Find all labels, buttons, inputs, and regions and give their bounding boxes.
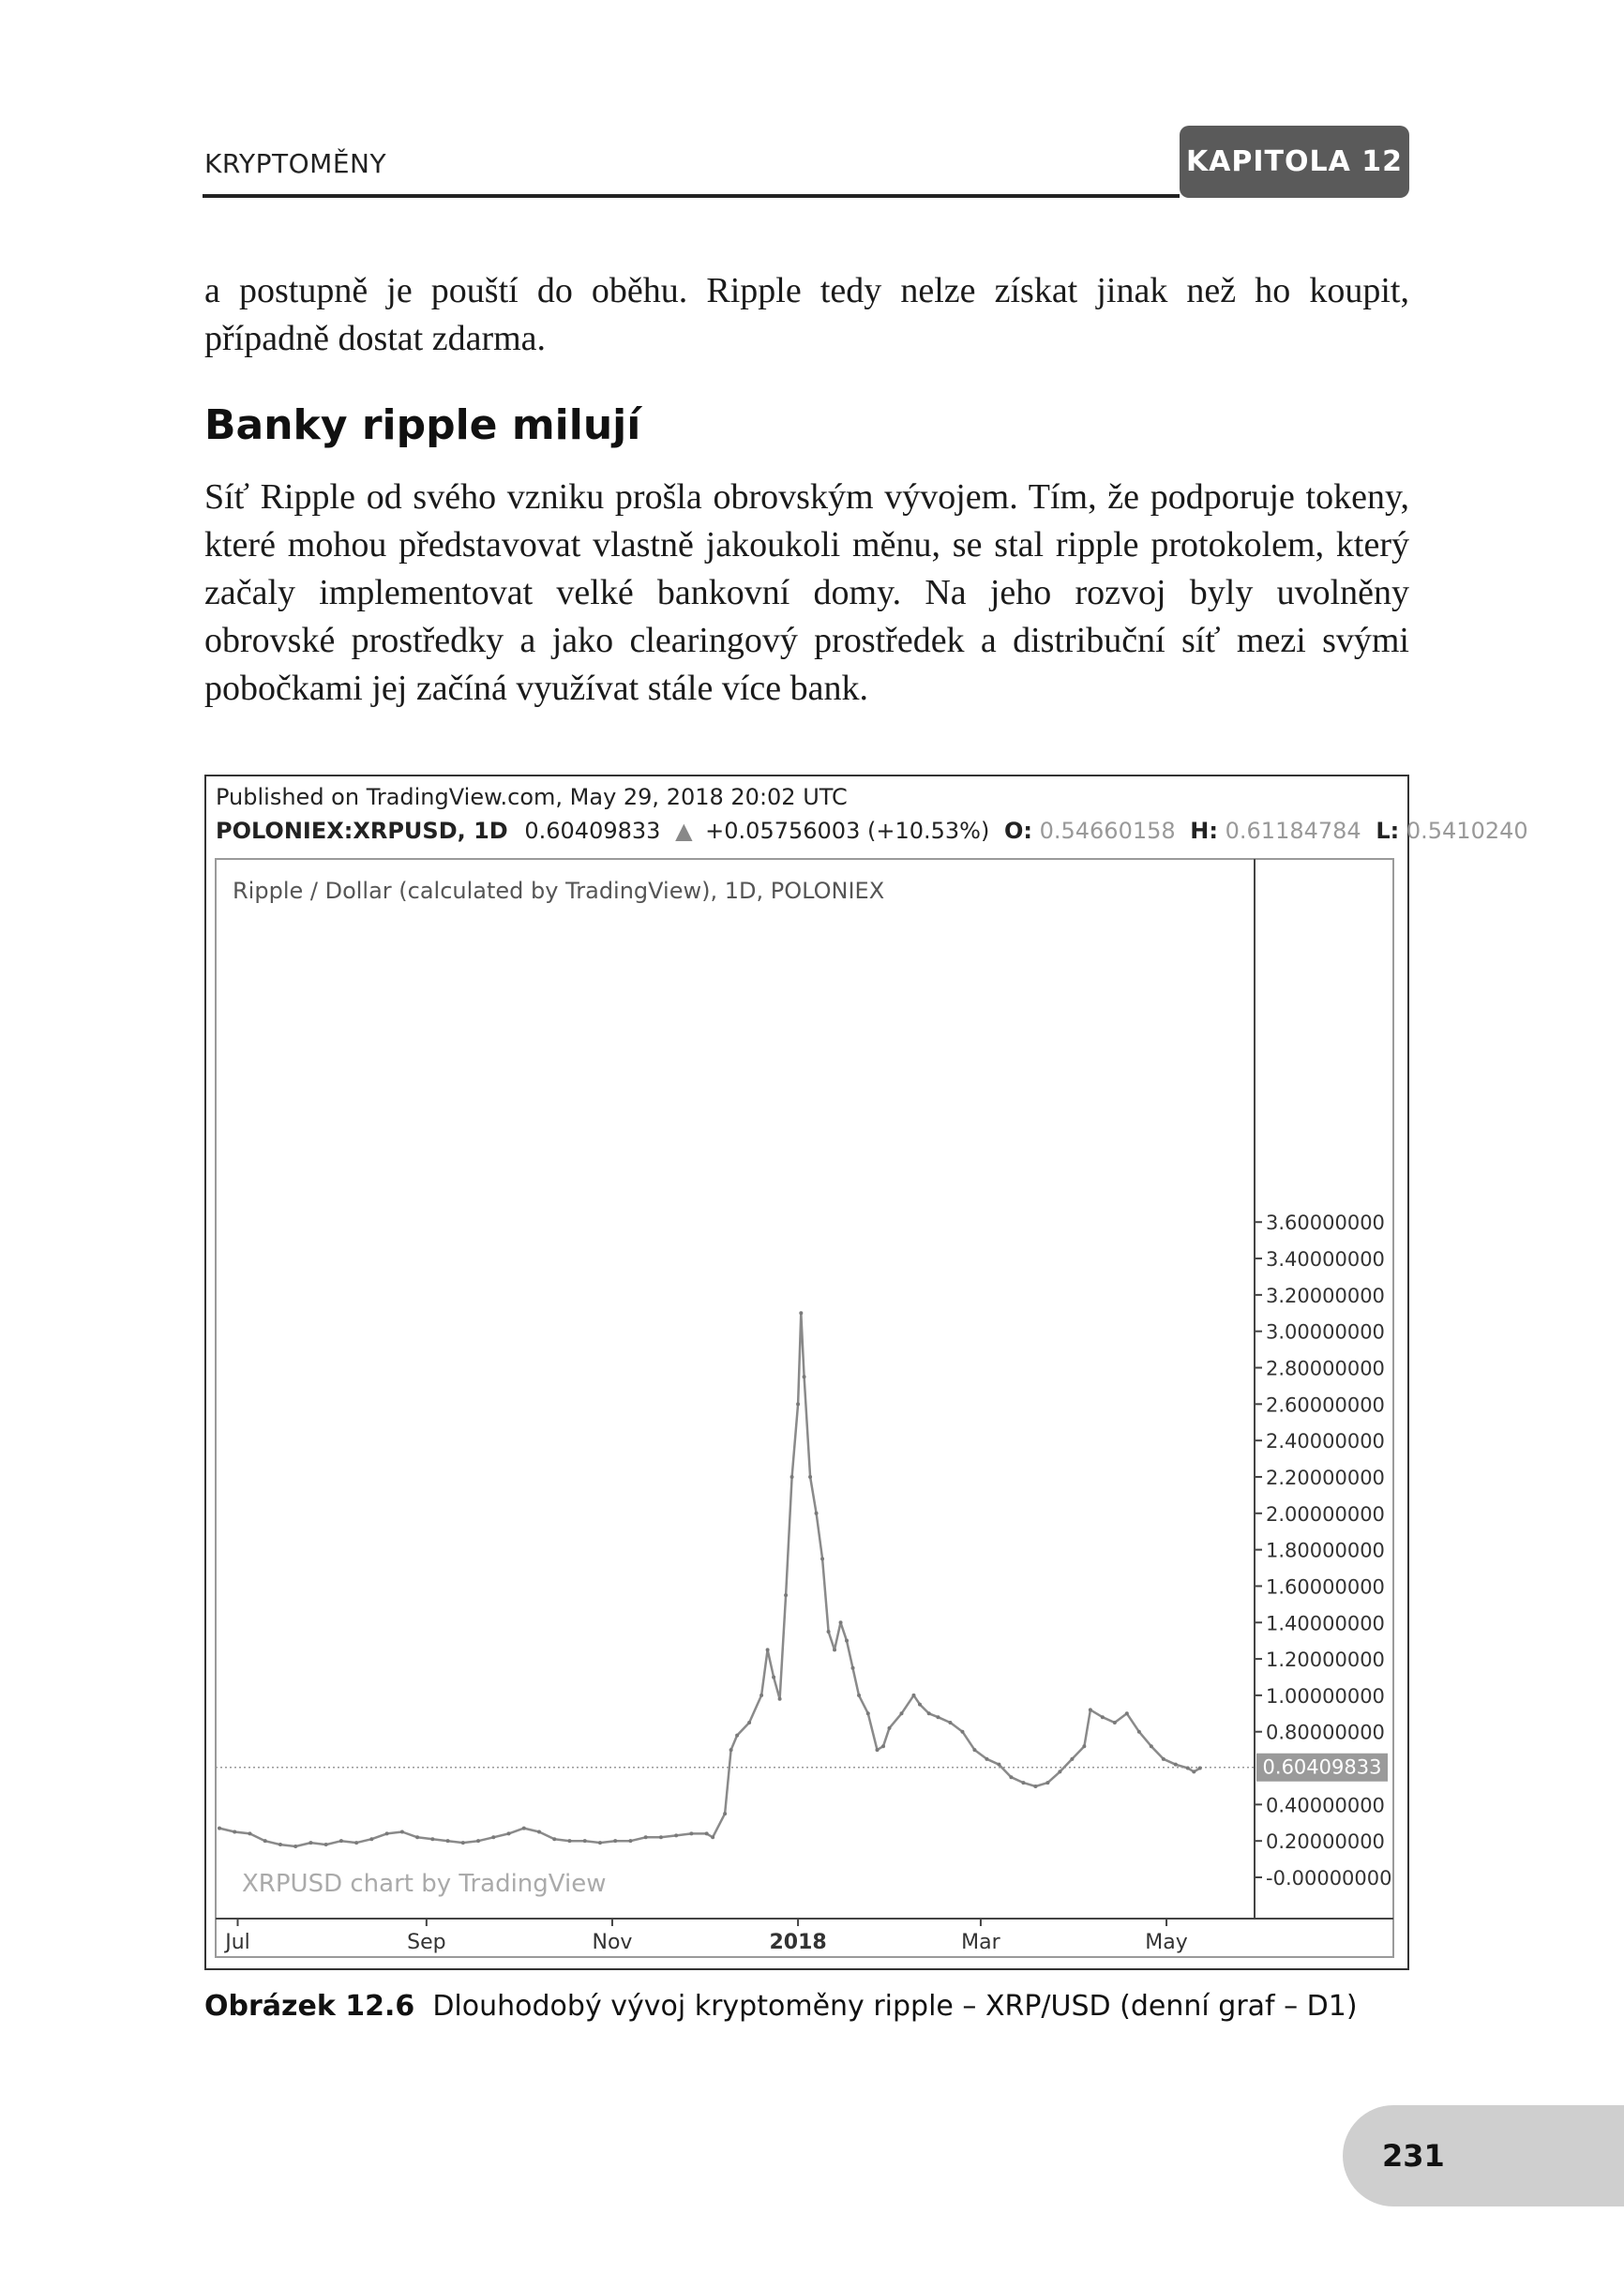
y-tick-label: 1.20000000: [1266, 1649, 1385, 1672]
price-point: [308, 1841, 312, 1845]
chart-frame: [216, 859, 1393, 1957]
price-point: [507, 1831, 511, 1835]
price-point: [851, 1666, 855, 1670]
y-tick-label: 2.80000000: [1266, 1357, 1385, 1380]
page-number: 231: [1343, 2105, 1624, 2206]
open-value: 0.54660158: [1039, 818, 1176, 844]
price-point: [415, 1835, 419, 1839]
price-point: [263, 1839, 267, 1843]
y-tick-label: 0.80000000: [1266, 1721, 1385, 1744]
price-point: [899, 1711, 903, 1715]
price-point: [729, 1748, 733, 1752]
price-point: [278, 1843, 282, 1846]
price-point: [918, 1703, 922, 1707]
price-point: [537, 1830, 541, 1833]
y-tick-label: 0.20000000: [1266, 1830, 1385, 1854]
price-point: [613, 1839, 617, 1843]
price-point: [815, 1512, 819, 1515]
price-point: [772, 1675, 775, 1679]
price-point: [1070, 1757, 1074, 1761]
price-point: [1058, 1770, 1061, 1773]
chapter-badge: KAPITOLA 12: [1180, 126, 1409, 198]
price-point: [790, 1475, 794, 1479]
price-point: [567, 1839, 571, 1843]
section-heading: Banky ripple milují: [204, 401, 641, 449]
header-rule: [203, 194, 1180, 198]
low-value: 0.5410240: [1406, 818, 1528, 844]
price-point: [705, 1831, 709, 1835]
symbol-name: POLONIEX:XRPUSD, 1D: [216, 818, 508, 844]
price-point: [1192, 1770, 1195, 1773]
price-point: [1082, 1744, 1086, 1748]
price-point: [1198, 1767, 1202, 1770]
figure-caption: [204, 1990, 1358, 2023]
price-point: [735, 1734, 739, 1738]
price-point: [218, 1827, 221, 1830]
price-point: [385, 1831, 389, 1835]
y-tick-label: 2.60000000: [1266, 1393, 1385, 1417]
price-point: [628, 1839, 632, 1843]
x-tick-label: Jul: [225, 1931, 250, 1954]
running-header-section: KRYPTOMĚNY: [204, 148, 387, 179]
y-tick-label: 1.80000000: [1266, 1539, 1385, 1562]
last-price: 0.60409833: [524, 818, 661, 844]
price-point: [1162, 1757, 1165, 1761]
figure-chart: [204, 775, 1528, 1970]
price-point: [778, 1697, 782, 1701]
price-point: [766, 1648, 770, 1651]
price-point: [446, 1839, 450, 1843]
open-label: O:: [1003, 818, 1032, 844]
price-point: [857, 1694, 861, 1697]
price-point: [839, 1620, 843, 1624]
price-point: [674, 1833, 678, 1837]
price-point: [248, 1831, 251, 1835]
y-tick-label: 1.00000000: [1266, 1684, 1385, 1708]
low-label: L:: [1376, 818, 1400, 844]
price-point: [552, 1837, 556, 1841]
price-point: [759, 1694, 763, 1697]
price-point: [803, 1375, 806, 1378]
price-point: [711, 1835, 714, 1839]
price-point: [820, 1557, 824, 1560]
high-label: H:: [1190, 818, 1218, 844]
x-tick-label: Sep: [407, 1931, 446, 1954]
price-point: [866, 1711, 870, 1715]
price-point: [960, 1730, 964, 1734]
price-point: [1021, 1781, 1025, 1785]
price-point: [461, 1841, 465, 1845]
price-point: [888, 1726, 892, 1730]
price-point: [1101, 1715, 1105, 1719]
published-line: Published on TradingView.com, May 29, 2018 20:02 UTC: [216, 784, 848, 810]
price-point: [1125, 1711, 1129, 1715]
high-value: 0.61184784: [1225, 818, 1361, 844]
y-tick-label: 3.60000000: [1266, 1212, 1385, 1235]
price-point: [972, 1748, 976, 1752]
y-tick-label: 0.40000000: [1266, 1794, 1385, 1817]
chart-watermark: XRPUSD chart by TradingView: [242, 1870, 607, 1898]
x-tick-label: 2018: [769, 1931, 827, 1954]
price-point: [339, 1839, 343, 1843]
price-point: [1045, 1781, 1049, 1785]
y-tick-label: 3.40000000: [1266, 1248, 1385, 1272]
price-point: [799, 1311, 803, 1315]
price-point: [948, 1721, 952, 1724]
price-point: [723, 1812, 727, 1815]
price-point: [233, 1830, 236, 1833]
price-point: [491, 1835, 495, 1839]
price-point: [1137, 1730, 1141, 1734]
y-tick-label: 2.40000000: [1266, 1430, 1385, 1453]
up-arrow-icon: ▲: [675, 818, 693, 844]
price-point: [430, 1837, 434, 1841]
price-point: [1113, 1721, 1117, 1724]
price-point: [369, 1837, 373, 1841]
price-point: [997, 1763, 1000, 1767]
price-point: [659, 1835, 663, 1839]
y-tick-label: 1.40000000: [1266, 1612, 1385, 1635]
symbol-line: [216, 818, 1528, 844]
price-point: [876, 1748, 880, 1752]
price-point: [354, 1841, 358, 1845]
price-point: [747, 1721, 751, 1724]
caption-text: Dlouhodobý vývoj kryptoměny ripple – XRP/USD (denní graf – D1): [432, 1990, 1358, 2023]
price-point: [689, 1831, 693, 1835]
price-point: [583, 1839, 587, 1843]
paragraph-intro: a postupně je pouští do oběhu. Ripple tedy nelze získat jinak než ho koupit, případně dostat zdarma.: [204, 271, 1409, 358]
price-point: [522, 1827, 526, 1830]
price-point: [833, 1648, 836, 1651]
price-point: [784, 1593, 788, 1597]
y-tick-label: -0.00000000: [1266, 1867, 1392, 1890]
price-point: [598, 1841, 602, 1845]
price-point: [1033, 1785, 1037, 1788]
y-tick-label: 1.60000000: [1266, 1575, 1385, 1599]
price-point: [796, 1402, 800, 1406]
price-point: [293, 1845, 297, 1848]
price-point: [644, 1835, 648, 1839]
y-tick-label: 3.00000000: [1266, 1320, 1385, 1344]
price-point: [1186, 1767, 1190, 1770]
price-point: [324, 1843, 328, 1846]
last-price-label: 0.60409833: [1262, 1755, 1382, 1779]
price-point: [927, 1711, 931, 1715]
price-point: [1089, 1708, 1092, 1711]
price-point: [985, 1757, 988, 1761]
caption-label: Obrázek 12.6: [204, 1990, 415, 2023]
price-point: [400, 1830, 404, 1833]
price-point: [911, 1694, 915, 1697]
tradingview-chart: [206, 776, 1528, 1968]
chart-title: Ripple / Dollar (calculated by TradingView), 1D, POLONIEX: [233, 878, 885, 904]
price-point: [1150, 1744, 1153, 1748]
price-point: [1009, 1775, 1013, 1779]
price-point: [845, 1639, 849, 1643]
price-point: [808, 1475, 812, 1479]
price-point: [827, 1630, 831, 1634]
price-point: [1174, 1763, 1178, 1767]
y-tick-label: 2.20000000: [1266, 1466, 1385, 1489]
price-change: +0.05756003 (+10.53%): [705, 818, 990, 844]
x-tick-label: Mar: [961, 1931, 1000, 1954]
price-point: [881, 1744, 885, 1748]
y-tick-label: 2.00000000: [1266, 1502, 1385, 1526]
y-tick-label: 3.20000000: [1266, 1284, 1385, 1307]
price-point: [936, 1715, 940, 1719]
paragraph-banks: Síť Ripple od svého vzniku prošla obrovským vývojem. Tím, že podporuje tokeny, které mohou představovat vlastně jakoukoli měnu, se stal ripple protokolem, který začaly implementovat velké bankovní domy. Na jeho rozvoj byly uvolněny obrovské prostředky a jako clearingový prostředek a distribuční síť mezi svými pobočkami jej začíná využívat stále více bank.: [204, 477, 1409, 708]
price-point: [476, 1839, 480, 1843]
x-tick-label: Nov: [592, 1931, 633, 1954]
x-tick-label: May: [1145, 1931, 1188, 1954]
